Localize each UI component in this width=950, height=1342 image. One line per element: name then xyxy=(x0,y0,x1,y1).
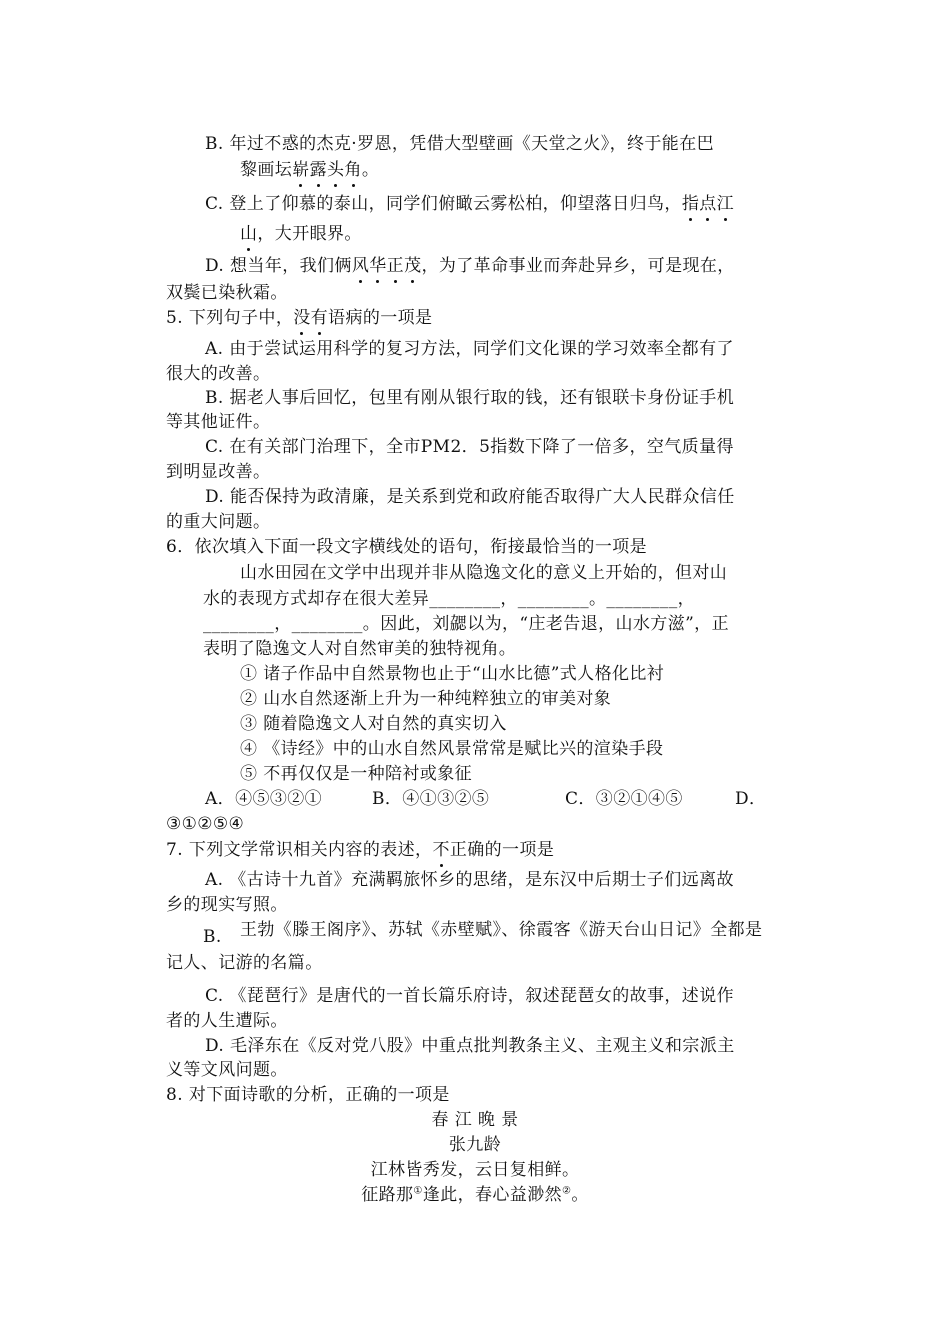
q6-passage-line4: 表明了隐逸文人对自然审美的独特视角。 xyxy=(203,639,517,659)
q6-option-a: A．④⑤③②① xyxy=(205,789,323,809)
footnote-marker: ② xyxy=(562,1185,572,1197)
q4-c-text: ，大开眼界。 xyxy=(257,224,362,244)
q5-stem-text: 语病的一项是 xyxy=(328,308,433,328)
q6-option-d-cont: ③①②⑤④ xyxy=(166,814,245,834)
dotted-char: 崭 xyxy=(292,160,310,180)
dotted-char: 风 xyxy=(351,256,370,276)
poem-line-2 xyxy=(0,1183,950,1207)
dotted-char: 有 xyxy=(310,308,329,328)
q7-option-a-line2: 乡的现实写照。 xyxy=(166,895,288,915)
q6-item-4: ④ 《诗经》中的山水自然风景常常是赋比兴的渲染手段 xyxy=(240,739,664,759)
dotted-char: 没 xyxy=(293,308,311,328)
q7-stem-text: 正确的一项是 xyxy=(449,840,555,860)
q7-option-d-line1: D. 毛泽东在《反对党八股》中重点批判教条主义、主观主义和宗派主 xyxy=(205,1036,735,1056)
q7-option-d-line2: 义等文风问题。 xyxy=(166,1060,288,1080)
dotted-char: 茂 xyxy=(404,256,422,276)
q5-option-b-line2: 等其他证件。 xyxy=(166,412,271,432)
q4-d-text: D. 想当年，我们俩 xyxy=(205,256,352,276)
q7-option-c-line1: C. 《琵琶行》是唐代的一首长篇乐府诗，叙述琵琶女的故事，述说作 xyxy=(205,986,735,1006)
q6-stem: 6．依次填入下面一段文字横线处的语句，衔接最恰当的一项是 xyxy=(166,537,648,557)
poem-text: 。 xyxy=(571,1185,589,1205)
poem-author: 张九龄 xyxy=(448,1135,502,1155)
q7-option-b-line1: 王勃《滕王阁序》、苏轼《赤壁赋》、徐霞客《游天台山日记》全都是 xyxy=(240,920,763,940)
q4-option-d-line2: 双鬓已染秋霜。 xyxy=(166,283,288,303)
q4-b-text: 黎画坛 xyxy=(240,160,293,180)
q5-option-c-line1: C. 在有关部门治理下，全市PM2．5指数下降了一倍多，空气质量得 xyxy=(205,437,734,457)
dotted-char: 不 xyxy=(432,840,450,860)
q8-stem: 8. 对下面诗歌的分析，正确的一项是 xyxy=(166,1085,450,1105)
q6-option-d: D． xyxy=(735,789,767,809)
q6-item-2: ② 山水自然逐渐上升为一种纯粹独立的审美对象 xyxy=(240,689,612,709)
q4-b-text: 。 xyxy=(361,160,380,180)
q5-option-a-line1: A. 由于尝试运用科学的复习方法，同学们文化课的学习效率全都有了 xyxy=(205,339,734,359)
q7-stem-text: 7. 下列文学常识相关内容的表述， xyxy=(166,840,433,860)
q5-option-d-line1: D. 能否保持为政清廉，是关系到党和政府能否取得广大人民群众信任 xyxy=(205,487,735,507)
dotted-char: 头 xyxy=(327,160,345,180)
q5-stem xyxy=(166,306,432,330)
poem-text: 逢此，春心益渺然 xyxy=(422,1185,562,1205)
q7-option-b-label: B. xyxy=(203,927,222,947)
q7-option-c-line2: 者的人生遭际。 xyxy=(166,1011,288,1031)
poem-text: 征路那 xyxy=(361,1185,414,1205)
q6-item-3: ③ 随着隐逸文人对自然的真实切入 xyxy=(240,714,507,734)
dotted-char: 指 xyxy=(681,194,700,214)
q6-item-1: ① 诸子作品中自然景物也止于“山水比德”式人格化比衬 xyxy=(240,664,665,684)
q5-stem-text: 5. 下列句子中， xyxy=(166,308,294,328)
q7-option-b-line2: 记人、记游的名篇。 xyxy=(166,953,323,973)
q5-option-d-line2: 的重大问题。 xyxy=(166,512,271,532)
q7-stem xyxy=(166,838,554,862)
dotted-char: 露 xyxy=(309,160,328,180)
q6-option-c: C．③②①④⑤ xyxy=(565,789,683,809)
dotted-char: 角 xyxy=(344,160,362,180)
dotted-char: 江 xyxy=(716,194,735,214)
q5-option-c-line2: 到明显改善。 xyxy=(166,462,271,482)
poem-line-1: 江林皆秀发，云日复相鲜。 xyxy=(370,1160,580,1180)
q5-option-a-line2: 很大的改善。 xyxy=(166,364,271,384)
dotted-char: 山 xyxy=(240,224,258,244)
dotted-char: 点 xyxy=(699,194,717,214)
q6-option-b: B．④①③②⑤ xyxy=(372,789,490,809)
q4-option-c-line1 xyxy=(205,192,734,216)
q5-option-b-line1: B. 据老人事后回忆，包里有刚从银行取的钱，还有银联卡身份证手机 xyxy=(205,388,735,408)
q6-passage-line1: 山水田园在文学中出现并非从隐逸文化的意义上开始的，但对山 xyxy=(240,563,728,583)
q4-c-text: C. 登上了仰慕的泰山，同学们俯瞰云雾松柏，仰望落日归鸟， xyxy=(205,194,682,214)
q6-item-5: ⑤ 不再仅仅是一种陪衬或象征 xyxy=(240,764,473,784)
q4-d-text: ，为了革命事业而奔赴异乡，可是现在， xyxy=(421,256,735,276)
q4-option-c-line2 xyxy=(240,222,362,246)
q4-option-b-line2 xyxy=(240,158,379,182)
q7-option-a-line1: A. 《古诗十九首》充满羁旅怀乡的思绪，是东汉中后期士子们远离故 xyxy=(205,870,734,890)
poem-title: 春 江 晚 景 xyxy=(431,1110,519,1130)
q4-option-b-line1: B. 年过不惑的杰克·罗恩，凭借大型壁画《天堂之火》，终于能在巴 xyxy=(205,134,715,154)
q6-passage-line2: 水的表现方式却存在很大差异________，________。________， xyxy=(203,589,695,609)
q4-option-d-line1 xyxy=(205,254,735,278)
dotted-char: 正 xyxy=(386,256,405,276)
q6-passage-line3: ________，________。因此，刘勰以为，“庄老告退，山水方滋”，正 xyxy=(203,614,729,634)
dotted-char: 华 xyxy=(369,256,387,276)
footnote-marker: ① xyxy=(413,1185,423,1197)
